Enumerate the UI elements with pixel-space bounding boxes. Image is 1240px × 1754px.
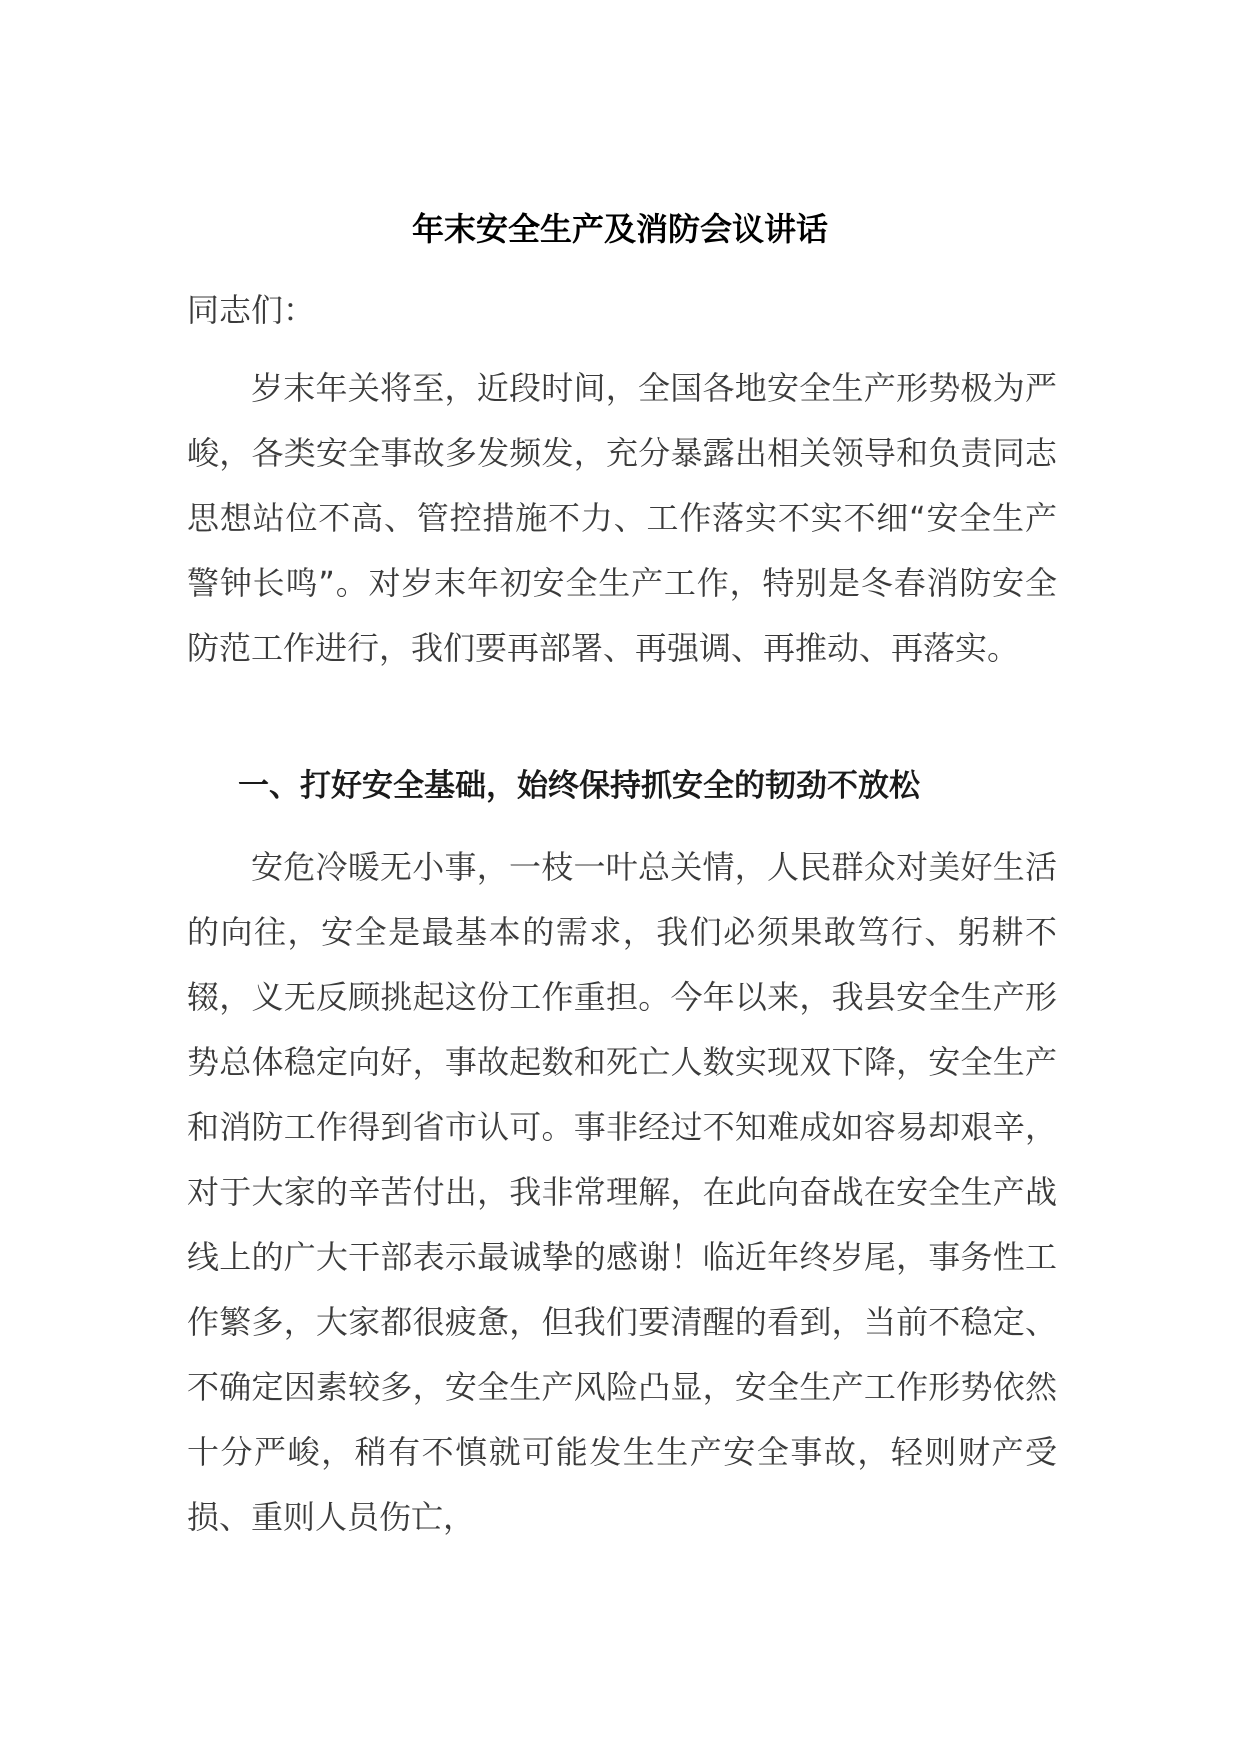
salutation: 同志们： <box>187 291 316 329</box>
document-title: 年末安全生产及消防会议讲话 <box>411 210 828 248</box>
section-heading-1: 一、打好安全基础，始终保持抓安全的韧劲不放松 <box>238 768 920 804</box>
paragraph-2: 安危冷暖无小事，一枝一叶总关情，人民群众对美好生活的向往，安全是最基本的需求，我们必须果敢笃行、躬耕不辍，义无反顾挑起这份工作重担。今年以来，我县安全生产形势总体稳定向好，事故起数和死亡人数实现双下降，安全生产和消防工作得到省市认可。事非经过不知难成如容易却艰辛，对于大家的辛苦付出，我非常理解，在此向奋战在安全生产战线上的广大干部表示最诚挚的感谢！临近年终岁尾，事务性工作繁多，大家都很疲惫，但我们要清醒的看到，当前不稳定、不确定因素较多，安全生产风险凸显，安全生产工作形势依然十分严峻，稍有不慎就可能发生生产安全事故，轻则财产受损、重则人员伤亡， <box>187 848 1057 1536</box>
paragraph-1: 岁末年关将至，近段时间，全国各地安全生产形势极为严峻，各类安全事故多发频发，充分暴露出相关领导和负责同志思想站位不高、管控措施不力、工作落实不实不细“安全生产警钟长鸣”。对岁末年初安全生产工作，特别是冬春消防安全防范工作进行，我们要再部署、再强调、再推动、再落实。 <box>187 369 1057 667</box>
